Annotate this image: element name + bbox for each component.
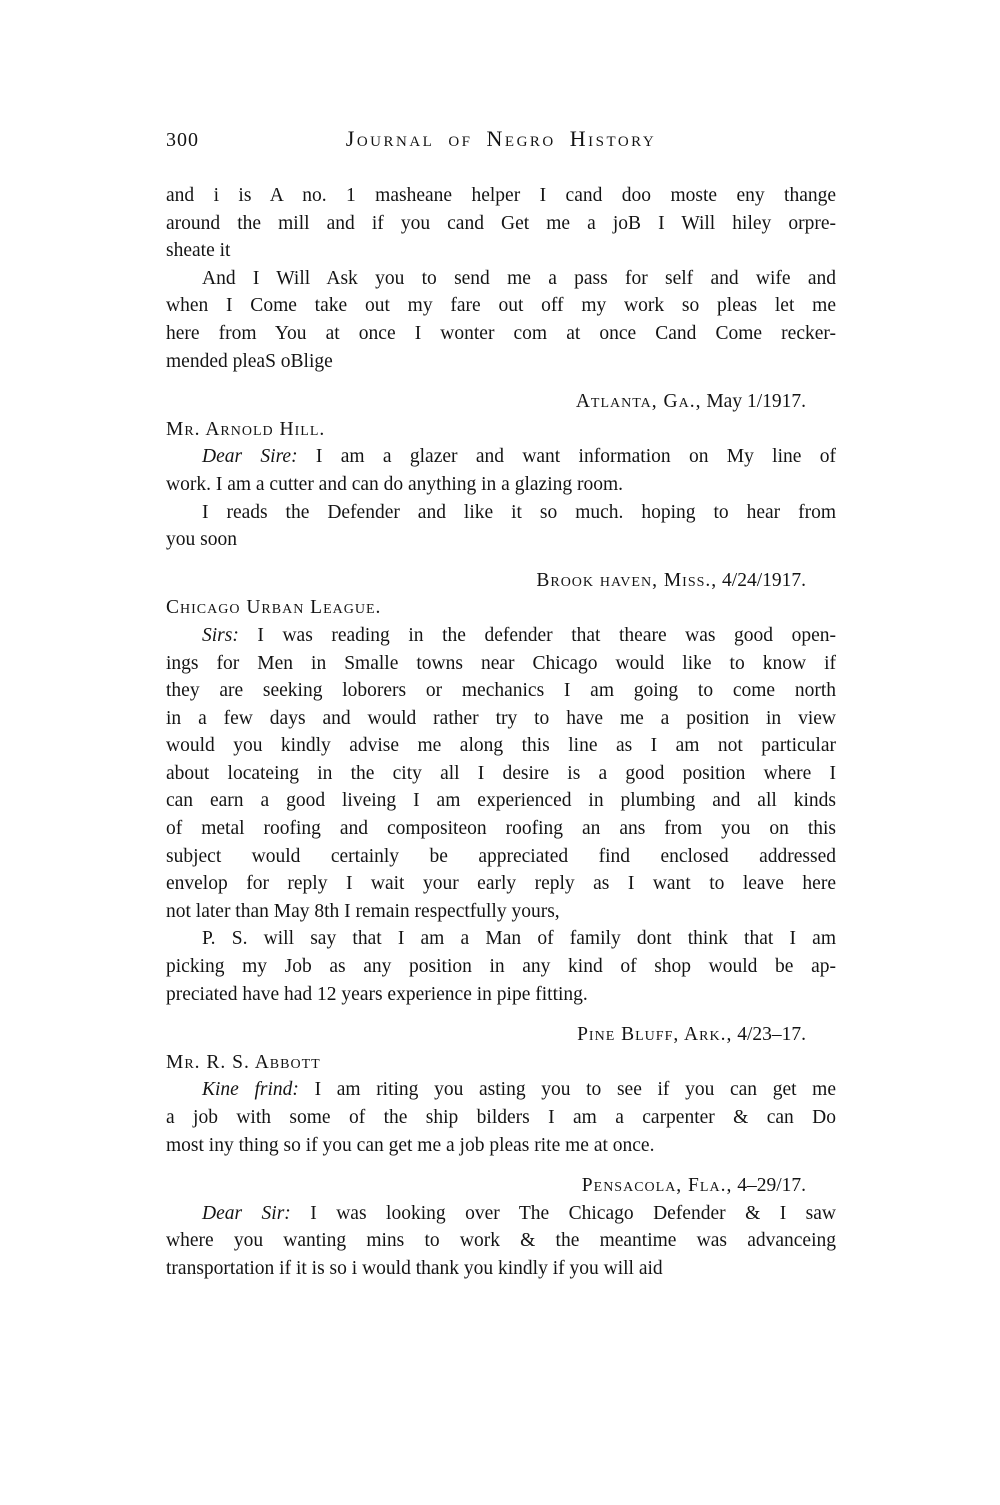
letter-greeting: Sirs: [202,624,239,646]
letter-addressee: Mr. R. S. Abbott [166,1051,321,1073]
text-line: they are seeking loborers or mechanics I am going to come north [166,680,836,702]
text-line: of metal roofing and compositeon roofing an ans from you on this [166,818,836,840]
page-number: 300 [166,129,199,151]
text-line: a job with some of the ship bilders I am a carpenter & can Do [166,1107,836,1128]
text-line: mended pleaS oBlige [166,350,333,372]
letter-dateline [166,388,836,416]
text-line: about locateing in the city all I desire is a good position where I [166,762,836,784]
dateline-place: Atlanta, Ga., [575,391,702,413]
text-line: subject would certainly be appreciated find enclosed addressed [166,845,836,867]
letter-addressee: Chicago Urban League. [166,597,382,619]
text-line: when I Come take out my fare out off my work so pleas let me [166,295,836,317]
dateline-date: 4–29/17. [737,1175,806,1197]
text-line: would you kindly advise me along this line as I am not particular [166,735,836,757]
dateline-place: Brook haven, Miss., [536,569,718,591]
line-text: I was looking over The Chicago Defender & I saw [310,1202,836,1224]
dateline-date: 4/23–17. [737,1024,806,1046]
text-line: transportation if it is so i would thank you kindly if you will aid [166,1257,663,1279]
text-line: where you wanting mins to work & the meantime was advanceing [166,1230,836,1252]
text-line: ings for Men in Smalle towns near Chicago would like to know if [166,652,836,674]
dateline-date: 4/24/1917. [722,569,806,591]
text-line: picking my Job as any position in any kind of shop would be ap- [166,956,836,978]
page-body [166,182,836,1283]
dateline-place: Pine Bluff, Ark., [577,1024,733,1046]
letter-greeting: Dear Sire: [202,446,298,468]
text-line [166,1076,836,1104]
text-line: here from You at once I wonter com at once Cand Come recker- [166,322,836,344]
letter-greeting: Dear Sir: [202,1202,291,1224]
text-line [166,622,836,650]
text-line: And I Will Ask you to send me a pass for self and wife and [202,267,836,289]
text-line: you soon [166,529,237,551]
letter-dateline [166,567,836,595]
text-line: P. S. will say that I am a Man of family dont think that I am [202,928,836,950]
letter-greeting: Kine frind: [202,1079,299,1101]
line-text: I was reading in the defender that theare was good open- [257,624,837,646]
text-line: and i is A no. 1 masheane helper I cand doo moste eny thange [166,185,836,206]
text-line [166,443,836,471]
dateline-place: Pensacola, Fla., [581,1175,733,1197]
text-line: work. I am a cutter and can do anything in a glazing room. [166,473,624,495]
line-text: I am a glazer and want information on My line of [315,446,836,468]
letter-dateline [166,1172,836,1200]
text-line: preciated have had 12 years experience in pipe fitting. [166,983,588,1005]
letter-addressee: Mr. Arnold Hill. [166,418,326,440]
running-title: Journal of Negro History [345,126,657,151]
line-text: I am riting you asting you to see if you can get me [314,1079,836,1101]
text-line: envelop for reply I wait your early reply as I want to leave here [166,873,836,895]
letter-dateline [166,1021,836,1049]
text-line: sheate it [166,240,231,262]
page-header [166,126,836,156]
text-line: I reads the Defender and like it so much. hoping to hear from [202,501,836,523]
text-line: in a few days and would rather try to have me a position in view [166,707,836,729]
text-line [166,1200,836,1228]
text-line: can earn a good liveing I am experienced in plumbing and all kinds [166,790,836,812]
dateline-date: May 1/1917. [706,391,806,413]
text-line: most iny thing so if you can get me a job pleas rite me at once. [166,1134,655,1156]
text-line: not later than May 8th I remain respectfully yours, [166,900,560,922]
text-line: around the mill and if you cand Get me a joB I Will hiley orpre- [166,212,836,234]
